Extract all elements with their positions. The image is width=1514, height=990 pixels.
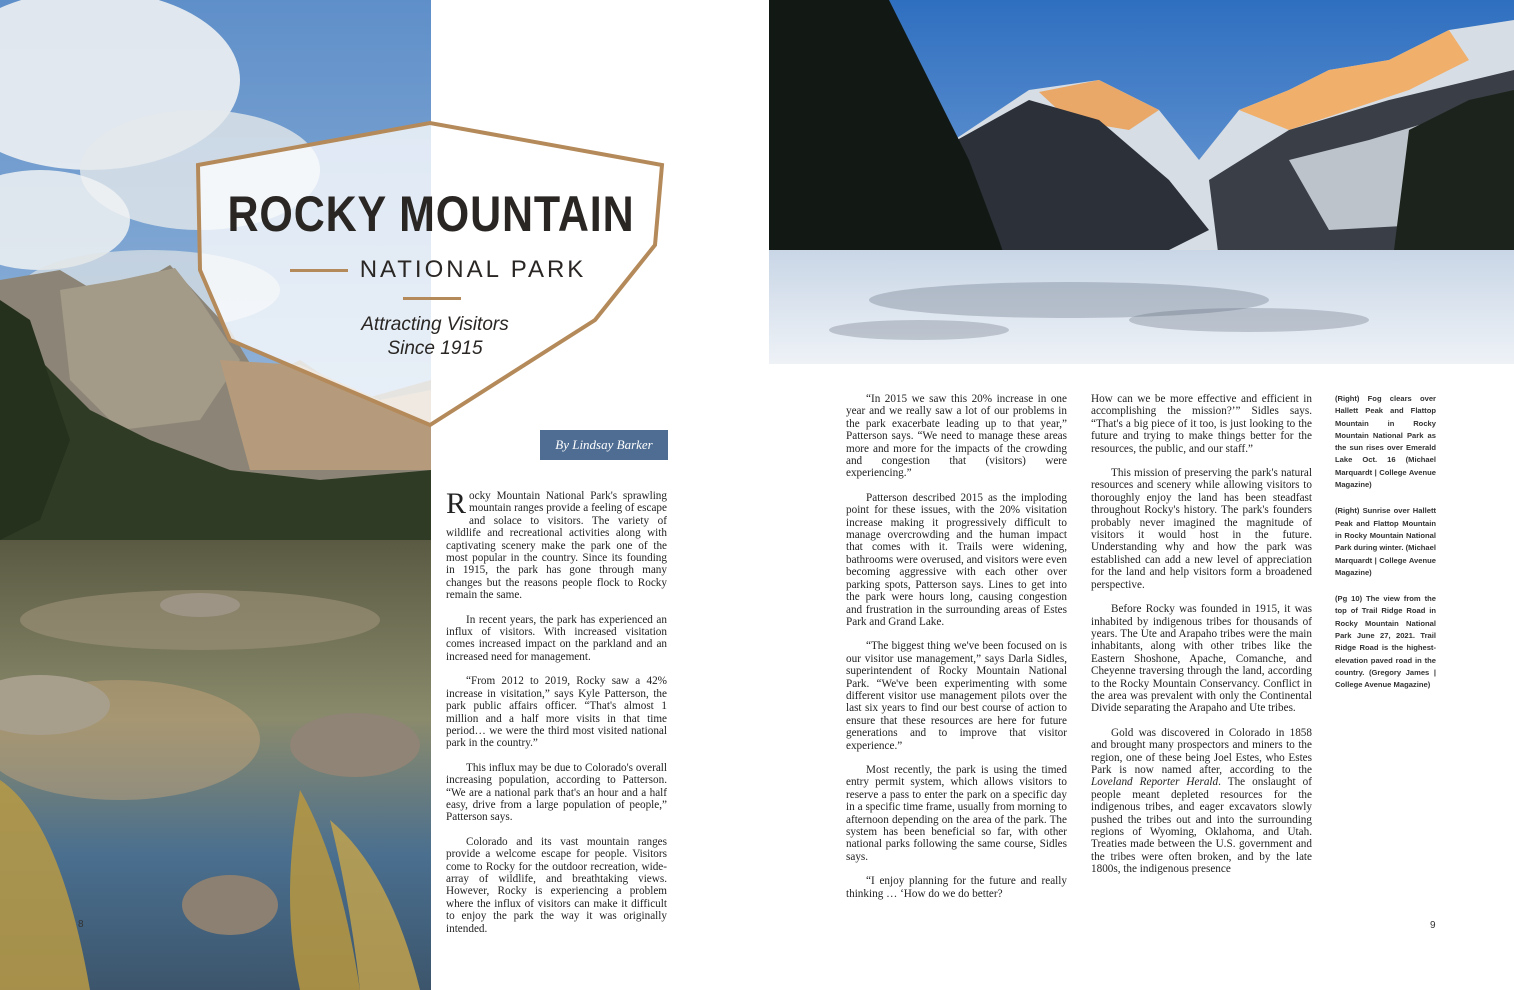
article-column-2 [846,393,1067,912]
page-number-right: 9 [1430,920,1436,931]
gutter [745,0,769,364]
paragraph: “From 2012 to 2019, Rocky saw a 42% increase in visitation,” says Kyle Patterson, the park public affairs officer. “That's almost 1 million and a half more visits in that time period… we were the third most visited national park in the country.” [446,675,667,750]
photo-captions [1335,393,1436,706]
paragraph-text: . The onslaught of people meant depleted resources for the indigenous tribes, and eager excavators slowly pushed the tribes out and into the surrounding regions of Wyoming, Oklahoma, and Utah. Treaties made between the U.S. government and the tribes were often broken, and by the late 1800s, the indigenous presence [1091,776,1312,876]
byline: By Lindsay Barker [540,430,668,460]
paragraph: In recent years, the park has experienced an influx of visitors. With increased visitation comes increased impact on the parkland and an increased need for management. [446,613,667,663]
subtitle-text: NATIONAL PARK [359,256,587,283]
photo-caption: (Pg 10) The view from the top of Trail Ridge Road in Rocky Mountain National Park June 27, 2021. Trail Ridge Road is the highest-elevation paved road in the country. (Gregory James | College Avenue Magazine) [1335,594,1436,690]
paragraph: “I enjoy planning for the future and really thinking … ‘How do we do better? [846,875,1067,900]
paragraph: Patterson described 2015 as the imploding point for these issues, with the 20% visitation increase making it progressively difficult to manage overcrowding and the human impact that comes with it. Trails were widening, bathrooms were overused, and visitors were even becoming aggressive with each other over parking spots, Patterson says. Lines to get into the park were hours long, causing congestion and frustration in the surrounding areas of Estes Park and Grand Lake. [846,491,1067,628]
page-title: ROCKY MOUNTAIN [227,186,635,242]
tagline-line-1: Attracting Visitors [361,314,509,335]
paragraph: This mission of preserving the park's natural resources and scenery while allowing visitors to thoroughly enjoy the land has been steadfast throughout Rocky's history. The park's founders probably never imagined the magnitude of visitors it would host in the future. Understanding why and how the park was established can add a new level of appreciation for the land and help visitors form a broadened perspective. [1091,467,1312,591]
page-number-left: 8 [78,919,84,930]
winter-lake-photo [769,0,1514,364]
photo-caption: (Right) Fog clears over Hallett Peak and Flattop Mountain in Rocky Mountain National Park as the sun rises over Emerald Lake Oct. 16 (Michael Marquardt | College Avenue Magazine) [1335,394,1436,490]
page-subtitle [242,256,622,312]
paragraph: Before Rocky was founded in 1915, it was inhabited by indigenous tribes for thousands of years. The Ute and Arapaho tribes were the main inhabitants, along with other tribes like the Eastern Shoshone, Apache, Comanche, and Cheyenne traversing through the land, according to the Rocky Mountain Conservancy. Conflict in the area was prevalent with only the Continental Divide separating the Arapaho and Ute tribes. [1091,603,1312,715]
paragraph: This influx may be due to Colorado's overall increasing population, according to Patterson. “We are a national park that's an hour and a half easy, drive from a large population of people,” Patterson says. [446,761,667,824]
paragraph: Most recently, the park is using the timed entry permit system, which allows visitors to reserve a pass to enter the park on a specific day in a specific time frame, usually from morning to afternoon depending on the area of the park. The system has been beneficial so far, with other national parks following the same course, Sidles says. [846,763,1067,863]
publication-name: Loveland Reporter Herald [1091,776,1219,789]
photo-caption: (Right) Sunrise over Hallett Peak and Flattop Mountain in Rocky Mountain National Park during winter. (Michael Marquardt | College Avenue Magazine) [1335,506,1436,577]
article-column-1 [446,487,667,947]
paragraph: “The biggest thing we've been focused on is our visitor use management,” says Darla Sidles, superintendent of Rocky Mountain National Park. “We've been experimenting with some different visitor use management pilots over the last six years to find our best course of action to ensure that these resources are here for future generations and to improve that visitor experience.” [846,640,1067,752]
title-rule-left [290,269,348,272]
title-rule-right [403,297,461,300]
paragraph [446,487,667,602]
drop-cap: R [446,487,467,520]
article-column-3 [1091,393,1312,888]
paragraph: How can we be more effective and efficient in accomplishing the mission?’” Sidles says. “That's a big piece of it too, is just looking to the future and trying to make things better for the resources, the public, and our staff.” [1091,393,1312,455]
paragraph-text: Gold was discovered in Colorado in 1858 and brought many prospectors and miners to the region, one of these being Joel Estes, who Estes Park is now named after, according to the [1091,726,1312,776]
tagline [320,313,550,361]
paragraph [1091,727,1312,876]
paragraph: “In 2015 we saw this 20% increase in one year and we really saw a lot of our problems in the park exacerbate leading up to that year,” Patterson says. “We need to manage these areas more and more for the impacts of the crowding and congestion that (visitors) were experiencing.” [846,393,1067,480]
paragraph: Colorado and its vast mountain ranges provide a welcome escape for people. Visitors come to Rocky for the outdoor recreation, wide-array of wildlife, and breathtaking views. However, Rocky is experiencing a problem where the influx of visitors can make it difficult to enjoy the park the way it was originally intended. [446,835,667,935]
paragraph-text: ocky Mountain National Park's sprawling mountain ranges provide a feeling of escape and solace to visitors. The variety of wildlife and recreational activities along with captivating scenery make the park one of the most popular in the country. Since its founding in 1915, the park has gone through many changes but the reasons people flock to Rocky remain the same. [446,490,667,602]
tagline-line-2: Since 1915 [387,338,483,359]
